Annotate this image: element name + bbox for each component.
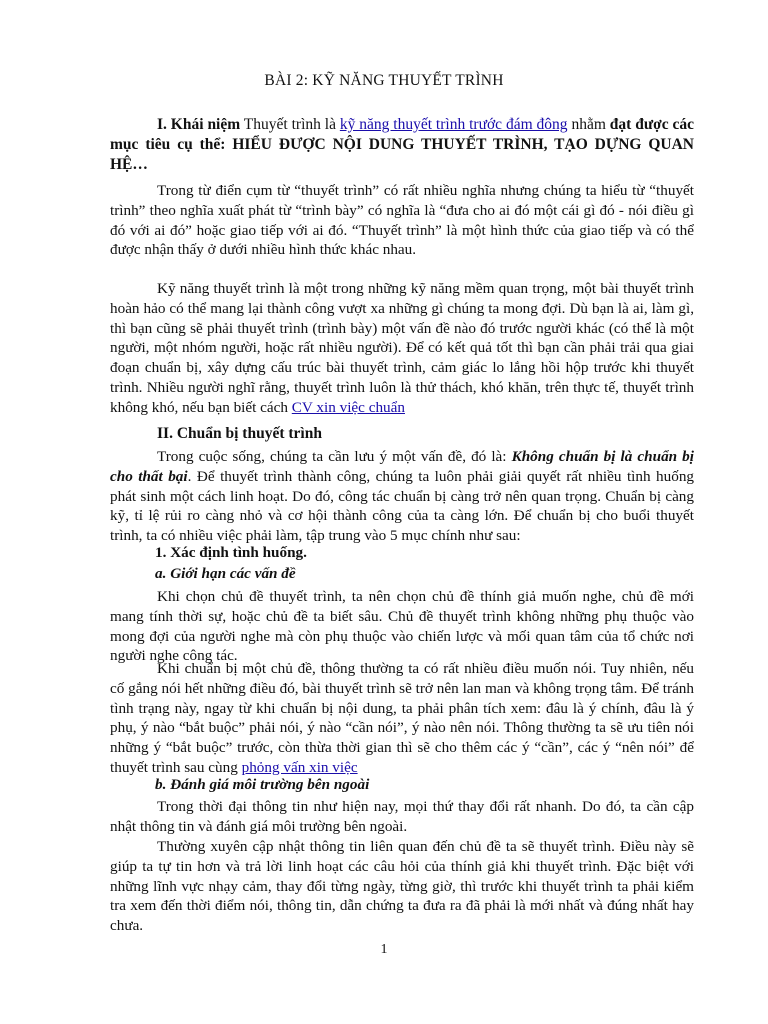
section-2-paragraph-1-lead: Trong cuộc sống, chúng ta cần lưu ý một vấn đề, đó là: [157,448,512,465]
section-2-heading: II. Chuẩn bị thuyết trình [157,425,322,442]
item-a-paragraph-1: Khi chọn chủ đề thuyết trình, ta nên chọn chủ đề thính giả muốn nghe, chủ đề mới mang tính thời sự, hoặc chủ đề ta biết sâu. Chủ đề thuyết trình không những phụ thuộc vào mong đợi của người nghe mà còn phụ thuộc vào chiến lược và mối quan tâm của tổ chức nơi người nghe công tác. [110,588,694,665]
section-1-goals: đạt được các mục tiêu cụ thể: HIỂU ĐƯỢC NỘI DUNG THUYẾT TRÌNH, TẠO DỰNG QUAN HỆ… [110,116,695,173]
item-a-paragraph-2-text: Khi chuẩn bị một chủ đề, thông thường ta có rất nhiều điều muốn nói. Tuy nhiên, nếu cố gắng nói hết những điều đó, bài thuyết trình sẽ trở nên lan man và không trọng tâm. Để tránh tình trạng này, ngay từ khi chuẩn bị nội dung, ta phải phân tích xem: đâu là ý chính, đâu là ý phụ, ý nào “bắt buộc” phải nói, ý nào “cần nói”, ý nào nên nói. Thông thường ta sẽ ưu tiên nói những ý “bắt buộc” trước, còn thừa thời gian thì sẽ cho thêm các ý “cần”, các ý “nên nói” để thuyết trình sau cùng [110,660,694,776]
job-interview-link[interactable]: phỏng vấn xin việc [241,758,358,776]
public-speaking-link[interactable]: kỹ năng thuyết trình trước đám đông [339,116,568,133]
section-1-lead-text: Thuyết trình là [240,116,340,133]
section-1-heading: I. Khái niệm [157,116,241,133]
section-1-paragraph-2-text: Kỹ năng thuyết trình là một trong những kỹ năng mềm quan trọng, một bài thuyết trình hoàn hảo có thể mang lại thành công vượt xa những gì chúng ta mong đợi. Dù bạn là ai, làm gì, thì bạn cũng sẽ phải thuyết trình (trình bày) một vấn đề nào đó trước người khác (có thể là một người, một nhóm người, hoặc rất nhiều người). Để có kết quả tốt thì bạn cần phải trải qua giai đoạn chuẩn bị, xây dựng cấu trúc bài thuyết trình, cảm giác lo lắng hồi hộp trước khi thuyết trình. Nhiều người nghĩ rằng, thuyết trình luôn là thử thách, khó khăn, trên thực tế, thuyết trình không khó, nếu bạn biết cách [110,280,694,416]
section-1-after-link: nhằm [567,116,610,133]
section-2-paragraph-1 [110,447,694,546]
section-1-paragraph-2 [110,279,694,418]
section-1-paragraph-1: Trong từ điển cụm từ “thuyết trình” có rất nhiều nghĩa nhưng chúng ta hiểu từ “thuyết trình” theo nghĩa xuất phát từ “trình bày” có nghĩa là “đưa cho ai đó một cái gì đó - nói điều gì đó với ai đó” hoặc giao tiếp với ai đó. “Thuyết trình” là một hình thức của giao tiếp và có thể được nhận thấy ở dưới nhiều hình thức khác nhau. [110,182,694,259]
item-b-paragraph-2: Thường xuyên cập nhật thông tin liên quan đến chủ đề ta sẽ thuyết trình. Điều này sẽ giúp ta tự tin hơn và trả lời linh hoạt các câu hỏi của thính giả khi thuyết trình. Đặc biệt với những lĩnh vực nhạy cảm, thay đổi từng ngày, từng giờ, thì trước khi thuyết trình ta phải kiểm tra xem đến thời điểm nói, thông tin, dẫn chứng ta đưa ra đã phải là mới nhất và đúng nhất hay chưa. [110,838,694,935]
cv-link[interactable]: CV xin việc chuẩn [291,398,405,416]
item-b-paragraph-1: Trong thời đại thông tin như hiện nay, mọi thứ thay đổi rất nhanh. Do đó, ta cần cập nhật thông tin và đánh giá môi trường bên ngoài. [110,798,694,835]
section-2-quote: Không chuẩn bị là chuẩn bị cho thất bại [110,448,694,485]
item-b-heading: b. Đánh giá môi trường bên ngoài [155,776,370,793]
item-a-paragraph-2 [110,659,694,778]
page-number: 1 [380,942,388,957]
item-1-heading: 1. Xác định tình huống. [155,544,307,561]
item-a-heading: a. Giới hạn các vấn đề [155,565,296,582]
document-title: BÀI 2: KỸ NĂNG THUYẾT TRÌNH [264,72,504,89]
section-2-paragraph-1-rest: . Để thuyết trình thành công, chúng ta luôn phải giải quyết rất nhiều tình huống phát sinh một cách linh hoạt. Do đó, công tác chuẩn bị càng trở nên quan trọng. Chuẩn bị càng kỹ, tỉ lệ rủi ro càng nhỏ và cơ hội thành công của ta càng lớn. Để chuẩn bị cho buổi thuyết trình, ta có nhiều việc phải làm, tập trung vào 5 mục chính như sau: [110,467,695,545]
section-1-intro [110,115,694,174]
